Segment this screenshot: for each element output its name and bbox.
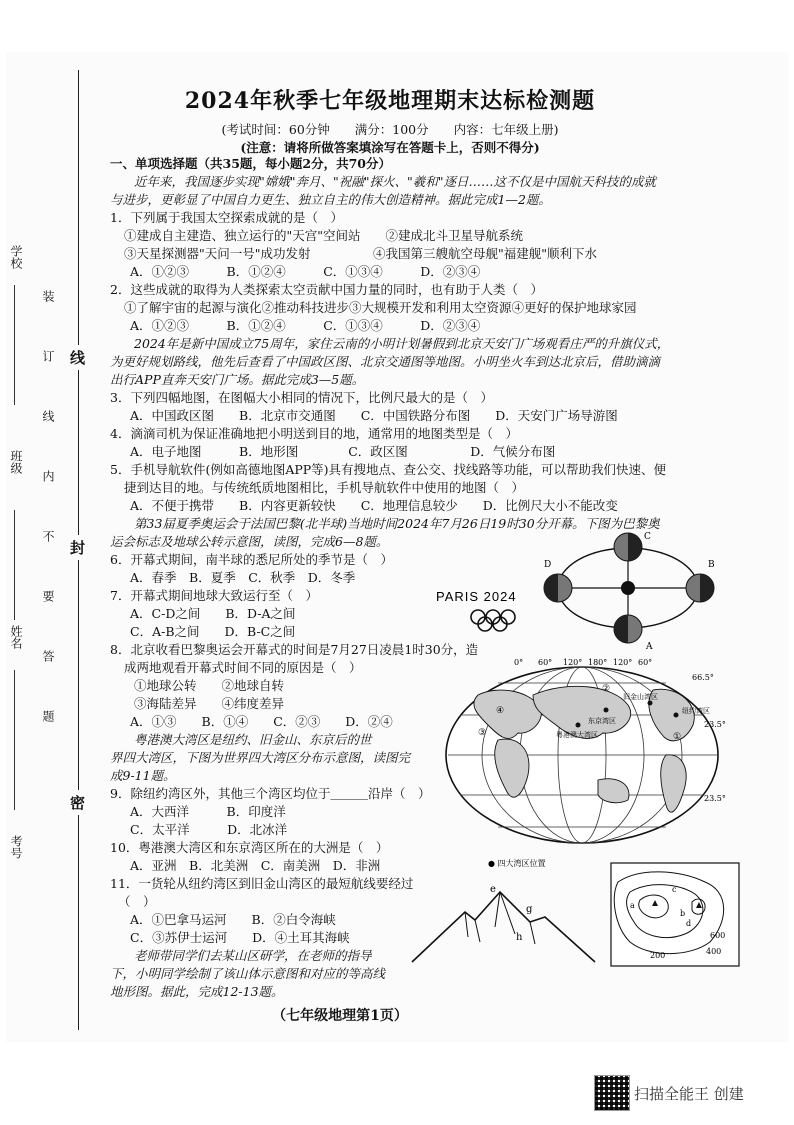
intro4-line1: 粤港澳大湾区是纽约、旧金山、东京后的世 [134, 732, 372, 747]
q8-item3: ③海陆差异 ④纬度差异 [134, 696, 285, 711]
seal-char-1: 线 [70, 345, 85, 370]
earth-icon [614, 533, 642, 561]
q3-options[interactable]: A．中国政区图 B．北京市交通图 C．中国铁路分布图 D．天安门广场导游图 [130, 408, 618, 423]
q9-stem: 9．除纽约湾区外，其他三个湾区均位于＿＿＿沿岸（ ） [110, 786, 431, 801]
q4-options[interactable]: A．电子地图 B．地形图 C．政区图 D．气候分布图 [130, 444, 556, 459]
lon-180: 180° [588, 658, 608, 667]
q8-options[interactable]: A．①③ B．①④ C．②③ D．②④ [130, 714, 393, 729]
intro5-line2: 下，小明同学绘制了该山体示意图和对应的等高线 [110, 966, 386, 981]
q11-paren: （ ） [118, 894, 156, 909]
side-rule-3 [14, 670, 15, 810]
q2-options[interactable]: A．①②③ B．①②④ C．①③④ D．②③④ [130, 318, 481, 333]
seal-char-2: 封 [70, 535, 85, 560]
earth-icon [614, 615, 642, 643]
contour-label-b: b [680, 909, 686, 918]
q10-stem: 10．粤港澳大湾区和东京湾区所在的大洲是（ ） [110, 840, 389, 855]
map-num-2: ② [602, 684, 611, 694]
q7-stem: 7．开幕式期间地球大致运行至（ ） [110, 588, 318, 603]
mountain-label-g: g [526, 904, 533, 915]
scanner-watermark-text: 扫描全能王 创建 [634, 1085, 744, 1103]
side-rule-1 [14, 285, 15, 405]
mountain-sketch [410, 882, 600, 972]
paris-2024-text: PARIS 2024 [436, 589, 517, 604]
label-gba: 粤港澳大湾区 [556, 731, 598, 739]
side-field-class: 班级 [9, 450, 23, 474]
q8-item1: 成两地观看开幕式时间不同的原因是（ ） [124, 660, 362, 675]
intro1-line1: 近年来，我国逐步实现"嫦娥"奔月、"祝融"探火、"羲和"逐日……这不仅是中国航天科技的成就 [134, 174, 656, 189]
q9-options-2[interactable]: C．太平洋 D．北冰洋 [130, 822, 288, 837]
map-num-1: ① [673, 732, 682, 742]
side-word-6: 要 [41, 590, 55, 602]
earth-icon [686, 574, 714, 602]
q1-options[interactable]: A．①②③ B．①②④ C．①③④ D．②③④ [130, 264, 481, 279]
label-tokyo: 东京湾区 [588, 717, 616, 725]
mountain-label-e: e [490, 884, 496, 895]
gba-marker [576, 723, 581, 728]
world-bay-areas-map [438, 655, 728, 870]
q3-stem: 3．下列四幅地图，在图幅大小相同的情况下，比例尺最大的是（ ） [110, 390, 493, 405]
q1-item1: ①建成自主建造、独立运行的"天宫"空间站 ②建成北斗卫星导航系统 [124, 228, 524, 243]
intro2-line3: 出行APP直奔天安门广场。据此完成3—5题。 [110, 372, 365, 387]
orbit-label-b: B [708, 560, 715, 570]
contour-label-d: d [686, 919, 692, 928]
map-caption: ● 四大湾区位置 [488, 859, 546, 868]
side-word-1: 装 [41, 290, 55, 302]
ny-bay-marker [674, 713, 679, 718]
intro2-line2: 为更好规划路线，他先后查看了中国政区图、北京交通图等地图。小明坐火车到达北京后，借助滴滴 [110, 354, 661, 369]
earth-orbit-diagram [540, 525, 720, 655]
contour-400: 400 [706, 947, 722, 956]
exam-notice: (注意：请将所做答案填涂写在答题卡上，否则不得分) [240, 140, 540, 155]
page-footer: （七年级地理第1页） [272, 1008, 408, 1024]
side-word-3: 线 [41, 410, 55, 422]
q11-options-2[interactable]: C．③苏伊士运河 D．④土耳其海峡 [130, 930, 350, 945]
q8-item2: ①地球公转 ②地球自转 [134, 678, 285, 693]
orbit-label-c: C [644, 532, 651, 542]
side-rule-2 [14, 510, 15, 620]
contour-label-a: a [630, 901, 635, 910]
q1-item2: ③天星探测器"天问一号"成功发射 ④我国第三艘航空母舰"福建舰"顺利下水 [124, 246, 597, 261]
side-word-4: 内 [41, 470, 55, 482]
q6-stem: 6．开幕式期间，南半球的悉尼所处的季节是（ ） [110, 552, 393, 567]
earth-icon [544, 574, 572, 602]
q11-options-1[interactable]: A．①巴拿马运河 B．②白令海峡 [130, 912, 336, 927]
paris-2024-logo [436, 585, 546, 635]
side-word-7: 答 [41, 650, 55, 662]
q9-options-1[interactable]: A．大西洋 B．印度洋 [130, 804, 286, 819]
exam-subtitle: (考试时间：60分钟 满分：100分 内容：七年级上册) [221, 122, 559, 137]
section-heading: 一、单项选择题（共35题，每小题2分，共70分） [110, 156, 391, 171]
orbit-label-a: A [646, 642, 653, 652]
qr-code-icon [594, 1075, 630, 1111]
side-word-2: 订 [41, 350, 55, 362]
scanner-watermark [594, 1073, 784, 1113]
q5-stem: 5．手机导航软件(例如高德地图APP等)具有搜地点、查公交、找线路等功能，可以帮助我们快速、便 [110, 462, 667, 477]
sf-bay-marker [648, 701, 653, 706]
q7-options-2[interactable]: C．A-B之间 D．B-C之间 [130, 624, 296, 639]
intro3-line2: 运会标志及地球公转示意图，读图，完成6—8题。 [110, 534, 389, 549]
seal-char-3: 密 [70, 790, 85, 815]
tokyo-bay-marker [604, 708, 609, 713]
label-sf: 旧金山湾区 [623, 693, 658, 701]
side-field-name: 姓名 [9, 625, 23, 649]
side-word-8: 题 [41, 710, 55, 722]
contour-600: 600 [710, 931, 726, 940]
contour-map [610, 862, 740, 967]
q8-stem: 8．北京收看巴黎奥运会开幕式的时间是7月27日凌晨1时30分，造 [110, 642, 479, 657]
lon-60w: 60° [638, 658, 653, 667]
lon-60: 60° [538, 658, 553, 667]
label-ny: 纽约湾区 [682, 707, 710, 715]
q2-item1: ①了解宇宙的起源与演化②推动科技进步③大规模开发和利用太空资源④更好的保护地球家园 [124, 300, 637, 315]
q4-stem: 4．滴滴司机为保证准确地把小明送到目的地，通常用的地图类型是（ ） [110, 426, 518, 441]
contour-label-c: c [672, 885, 677, 894]
intro1-line2: 与进步，更彰显了中国自力更生、独立自主的伟大创造精神。据此完成1—2题。 [110, 192, 551, 207]
lat-66-5: 66.5° [692, 673, 714, 682]
mountain-label-h: h [516, 932, 523, 943]
lon-120: 120° [563, 658, 583, 667]
intro2-line1: 2024年是新中国成立75周年，家住云南的小明计划暑假到北京天安门广场观看庄严的升旗仪式， [134, 336, 670, 351]
intro4-line3: 成9-11题。 [110, 768, 176, 783]
map-num-3: ③ [478, 728, 487, 738]
q1-stem: 1．下列属于我国太空探索成就的是（ ） [110, 210, 343, 225]
q5-options[interactable]: A．不便于携带 B．内容更新较快 C．地理信息较少 D．比例尺大小不能改变 [130, 498, 618, 513]
lat-23-5n: 23.5° [704, 720, 726, 729]
lon-0: 0° [514, 658, 524, 667]
q11-stem: 11．一货轮从纽约湾区到旧金山湾区的最短航线要经过 [110, 876, 414, 891]
intro3-line1: 第33届夏季奥运会于法国巴黎(北半球)当地时间2024年7月26日19时30分开幕。下图为巴黎奥 [134, 516, 660, 531]
orbit-label-d: D [544, 560, 552, 570]
q7-options-1[interactable]: A．C-D之间 B．D-A之间 [130, 606, 296, 621]
sun-icon [621, 581, 635, 595]
side-word-5: 不 [41, 530, 55, 542]
intro5-line3: 地形图。据此，完成12-13题。 [110, 984, 284, 999]
lat-23-5s: 23.5° [704, 794, 726, 803]
exam-title: 2024年秋季七年级地理期末达标检测题 [184, 88, 596, 114]
q6-options[interactable]: A．春季 B．夏季 C．秋季 D．冬季 [130, 570, 356, 585]
lon-120w: 120° [613, 658, 633, 667]
contour-200: 200 [650, 951, 666, 960]
intro4-line2: 界四大湾区，下图为世界四大湾区分布示意图，读图完 [110, 750, 411, 765]
q2-stem: 2．这些成就的取得为人类探索太空贡献中国力量的同时，也有助于人类（ ） [110, 282, 543, 297]
intro5-line1: 老师带同学们去某山区研学，在老师的指导 [134, 948, 372, 963]
side-field-id: 考号 [9, 835, 23, 859]
q10-options[interactable]: A．亚洲 B．北美洲 C．南美洲 D．非洲 [130, 858, 381, 873]
side-field-school: 学校 [9, 245, 23, 269]
map-num-4: ④ [496, 706, 505, 716]
q5-item1: 捷到达目的地。与传统纸质地图相比，手机导航软件中使用的地图（ ） [124, 480, 525, 495]
